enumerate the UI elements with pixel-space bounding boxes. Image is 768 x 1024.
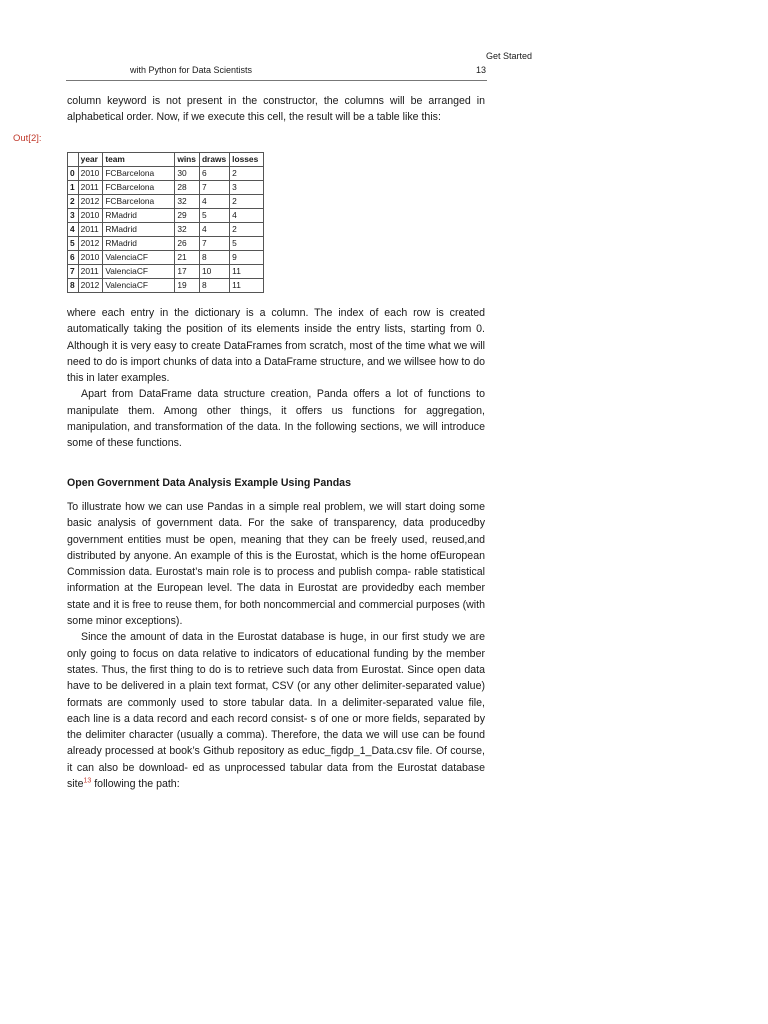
cell-losses: 9 — [230, 251, 264, 265]
cell-team: FCBarcelona — [103, 167, 175, 181]
cell-team: ValenciaCF — [103, 279, 175, 293]
output-prompt: Out[2]: — [13, 133, 42, 144]
column-header-team: team — [103, 153, 175, 167]
cell-team: FCBarcelona — [103, 195, 175, 209]
row-index: 2 — [68, 195, 79, 209]
running-head-chapter: Get Started — [486, 51, 533, 61]
cell-wins: 29 — [175, 209, 200, 223]
section-body — [67, 499, 485, 792]
cell-losses: 11 — [230, 265, 264, 279]
table-row — [68, 223, 264, 237]
column-header — [68, 153, 79, 167]
cell-team: RMadrid — [103, 223, 175, 237]
cell-year: 2011 — [78, 181, 103, 195]
cell-draws: 5 — [199, 209, 229, 223]
cell-team: RMadrid — [103, 209, 175, 223]
cell-draws: 4 — [199, 223, 229, 237]
section-heading: Open Government Data Analysis Example Using Pandas — [67, 477, 351, 489]
cell-team: FCBarcelona — [103, 181, 175, 195]
paragraph-text: Since the amount of data in the Eurostat database is huge, in our first study we are only going to focus on data relative to indicators of educational funding by the member states. Thus, the first thing to do is to retrieve such data from Eurostat. Since open data have to be delivered in a plain text format, CSV (or any other delimiter-separated value) formats are commonly used to store tabular data. In a delimiter-separated value file, each line is a data record and each record consist- s of one or more fields, separated by the delimiter character (usually a comma). Therefore, the data we will use can be found already processed at book’s Github repository as educ_figdp_1_Data.csv file. Of course, it can also be download- ed as unprocessed tabular data from the Eurostat database site — [67, 631, 485, 791]
paragraph-text-end: following the path: — [91, 778, 180, 791]
row-index: 0 — [68, 167, 79, 181]
table-row — [68, 251, 264, 265]
running-head-book-title: with Python for Data Scientists — [130, 65, 253, 75]
cell-wins: 19 — [175, 279, 200, 293]
table-row — [68, 195, 264, 209]
cell-year: 2010 — [78, 167, 103, 181]
cell-year: 2011 — [78, 223, 103, 237]
row-index: 6 — [68, 251, 79, 265]
cell-year: 2011 — [78, 265, 103, 279]
intro-text: column keyword is not present in the constructor, the columns will be arranged in alphabetical order. Now, if we execute this cell, the result will be a table like this: — [67, 95, 485, 124]
table-row — [68, 181, 264, 195]
page-number: 13 — [476, 65, 487, 75]
cell-wins: 21 — [175, 251, 200, 265]
cell-year: 2012 — [78, 279, 103, 293]
cell-year: 2012 — [78, 237, 103, 251]
header-rule — [66, 80, 487, 81]
cell-team: RMadrid — [103, 237, 175, 251]
cell-draws: 4 — [199, 195, 229, 209]
table-row — [68, 279, 264, 293]
row-index: 4 — [68, 223, 79, 237]
cell-year: 2012 — [78, 195, 103, 209]
row-index: 3 — [68, 209, 79, 223]
intro-paragraph — [67, 93, 485, 126]
cell-losses: 3 — [230, 181, 264, 195]
cell-wins: 32 — [175, 223, 200, 237]
cell-year: 2010 — [78, 251, 103, 265]
cell-draws: 7 — [199, 237, 229, 251]
cell-losses: 11 — [230, 279, 264, 293]
footnote-reference[interactable]: 13 — [83, 777, 92, 785]
table-row — [68, 167, 264, 181]
body-paragraph: where each entry in the dictionary is a column. The index of each row is created automatically taking the position of its elements inside the entry lists, starting from 0. Although it is very easy to create DataFrames from scratch, most of the time what we will need to do is import chunks of data into a DataFrame structure, and we willsee how to do this in later examples. — [67, 307, 485, 385]
table-row — [68, 237, 264, 251]
column-header-losses: losses — [230, 153, 264, 167]
cell-losses: 4 — [230, 209, 264, 223]
cell-wins: 32 — [175, 195, 200, 209]
cell-draws: 7 — [199, 181, 229, 195]
row-index: 8 — [68, 279, 79, 293]
column-header-year: year — [78, 153, 103, 167]
table-header-row — [68, 153, 264, 167]
cell-draws: 10 — [199, 265, 229, 279]
table-row — [68, 209, 264, 223]
cell-draws: 8 — [199, 251, 229, 265]
after-table-text — [67, 305, 485, 452]
dataframe-table — [67, 152, 264, 293]
row-index: 5 — [68, 237, 79, 251]
row-index: 7 — [68, 265, 79, 279]
cell-draws: 8 — [199, 279, 229, 293]
cell-losses: 2 — [230, 195, 264, 209]
body-paragraph-with-footnote — [67, 629, 485, 792]
cell-losses: 5 — [230, 237, 264, 251]
cell-year: 2010 — [78, 209, 103, 223]
body-paragraph: Apart from DataFrame data structure creation, Panda offers a lot of functions to manipulate them. Among other things, it offers us functions for aggregation, manipulation, and transformation of the data. In the following sections, we will introduce some of these functions. — [67, 388, 485, 450]
cell-losses: 2 — [230, 167, 264, 181]
cell-wins: 30 — [175, 167, 200, 181]
cell-team: ValenciaCF — [103, 251, 175, 265]
cell-team: ValenciaCF — [103, 265, 175, 279]
table-row — [68, 265, 264, 279]
cell-wins: 17 — [175, 265, 200, 279]
body-paragraph: To illustrate how we can use Pandas in a simple real problem, we will start doing some basic analysis of government data. For the sake of transparency, data producedby government entities must be open, meaning that they can be freely used, reused,and distributed by anyone. An example of this is the Eurostat, which is the home ofEuropean Commission data. Eurostat’s main role is to process and publish compa- rable statistical information at the European level. The data in Eurostat are providedby each member state and it is free to reuse them, for both noncommercial and commercial purposes (with some minor exceptions). — [67, 501, 485, 628]
column-header-wins: wins — [175, 153, 200, 167]
cell-losses: 2 — [230, 223, 264, 237]
row-index: 1 — [68, 181, 79, 195]
cell-draws: 6 — [199, 167, 229, 181]
cell-wins: 28 — [175, 181, 200, 195]
cell-wins: 26 — [175, 237, 200, 251]
column-header-draws: draws — [199, 153, 229, 167]
